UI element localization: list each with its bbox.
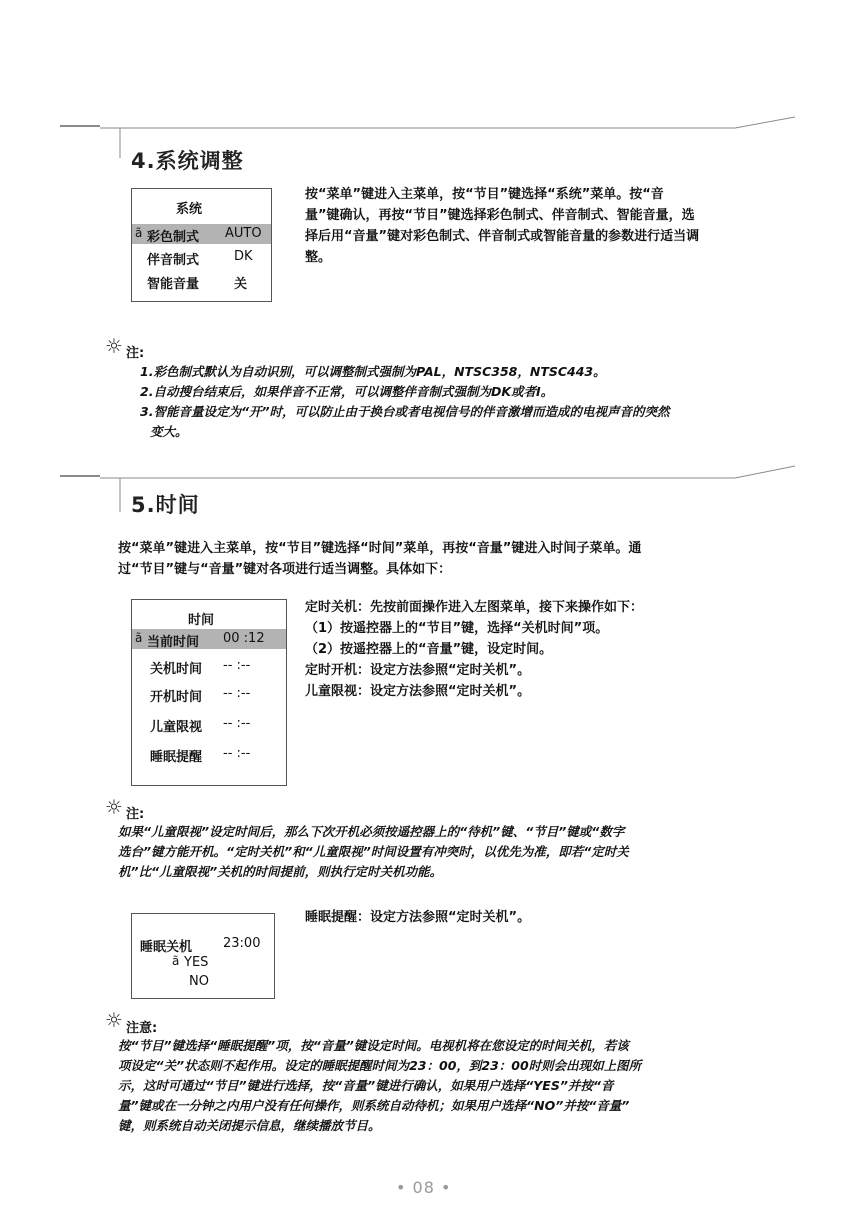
note-line: 量”键或在一分钟之内用户没有任何操作，则系统自动待机；如果用户选择“NO”并按“音量” bbox=[118, 1098, 630, 1113]
menu-row-label: 智能音量 bbox=[147, 277, 200, 292]
note-line: 机”比“儿童限视”关机的时间提前，则执行定时关机功能。 bbox=[118, 864, 443, 879]
menu-row-label: 开机时间 bbox=[150, 690, 203, 705]
note-line: 如果“儿童限视”设定时间后，那么下次开机必须按遥控器上的“待机”键、“节目”键或“数字 bbox=[118, 824, 625, 839]
cursor-icon: ã bbox=[172, 954, 180, 968]
menu-row-sleep-reminder bbox=[132, 744, 286, 764]
menu-row-label: 睡眠提醒 bbox=[150, 750, 203, 765]
cursor-icon: ã bbox=[135, 226, 143, 240]
menu-row-label: 关机时间 bbox=[150, 662, 203, 677]
desc-line: （2）按遥控器上的“音量”键，设定时间。 bbox=[305, 642, 553, 657]
note-line: 项设定“关”状态则不起作用。设定的睡眠提醒时间为23：00，到23：00时则会出现如上图所 bbox=[118, 1058, 642, 1073]
note-label: 注: bbox=[126, 346, 145, 361]
lightbulb-icon: ☼ bbox=[105, 334, 123, 358]
desc-line: （1）按遥控器上的“节目”键，选择“关机时间”项。 bbox=[305, 621, 609, 636]
note-line: 键，则系统自动关闭提示信息，继续播放节目。 bbox=[118, 1118, 381, 1133]
menu-row-value: -- :-- bbox=[223, 658, 251, 673]
desc-line: 量”键确认，再按“节目”键选择彩色制式、伴音制式、智能音量，选 bbox=[305, 208, 695, 223]
menu-row-value: -- :-- bbox=[223, 716, 251, 731]
note-line: 按“节目”键选择“睡眠提醒”项，按“音量”键设定时间。电视机将在您设定的时间关机，若该 bbox=[118, 1038, 629, 1053]
intro-line: 过“节目”键与“音量”键对各项进行适当调整。具体如下： bbox=[118, 562, 452, 577]
menu-row-label: 彩色制式 bbox=[147, 230, 200, 245]
note-label: 注意: bbox=[126, 1021, 158, 1036]
dialog-time: 23:00 bbox=[223, 936, 261, 951]
menu-row-value: -- :-- bbox=[223, 746, 251, 761]
section2-intro bbox=[118, 538, 798, 580]
menu-row-on-time bbox=[132, 684, 286, 704]
lightbulb-icon: ☼ bbox=[105, 795, 123, 819]
menu-row-label: 伴音制式 bbox=[147, 253, 200, 268]
menu-row-value: 00 :12 bbox=[223, 631, 265, 646]
menu-row-current-time bbox=[132, 629, 286, 649]
desc-line: 整。 bbox=[305, 250, 332, 265]
menu-title: 系统 bbox=[176, 202, 203, 217]
menu-row-value: 关 bbox=[234, 277, 248, 292]
menu-row-label: 当前时间 bbox=[147, 635, 200, 650]
section-heading: 5.时间 bbox=[131, 493, 200, 517]
time-menu bbox=[131, 599, 287, 786]
note-line: 2.自动搜台结束后，如果伴音不正常，可以调整伴音制式强制为DK或者I。 bbox=[140, 384, 554, 399]
note-line: 3.智能音量设定为“开”时，可以防止由于换台或者电视信号的伴音激增而造成的电视声音的突然 bbox=[140, 404, 670, 419]
menu-row-value: AUTO bbox=[225, 226, 262, 241]
note-line: 变大。 bbox=[150, 424, 188, 439]
menu-row-off-time bbox=[132, 656, 286, 676]
dot-icon: • bbox=[396, 1178, 407, 1197]
page-number bbox=[396, 1178, 451, 1197]
note-line: 1.彩色制式默认为自动识别，可以调整制式强制为PAL，NTSC358，NTSC443。 bbox=[140, 364, 606, 379]
cursor-icon: ã bbox=[135, 631, 143, 645]
system-menu bbox=[131, 188, 272, 302]
note-line: 示，这时可通过“节目”键进行选择，按“音量”键进行确认，如果用户选择“YES”并按“音 bbox=[118, 1078, 614, 1093]
no-option[interactable]: NO bbox=[189, 974, 209, 989]
menu-row-label: 儿童限视 bbox=[150, 720, 203, 735]
desc-line: 定时关机：先按前面操作进入左图菜单，接下来操作如下： bbox=[305, 600, 644, 615]
section2-description bbox=[305, 597, 785, 702]
section-heading: 4.系统调整 bbox=[131, 149, 244, 173]
intro-line: 按“菜单”键进入主菜单，按“节目”键选择“时间”菜单，再按“音量”键进入时间子菜单。通 bbox=[118, 541, 642, 556]
dialog-title: 睡眠关机 bbox=[140, 940, 193, 955]
page-number-text: 08 bbox=[412, 1178, 435, 1197]
desc-line: 择后用“音量”键对彩色制式、伴音制式或智能音量的参数进行适当调 bbox=[305, 229, 700, 244]
yes-option[interactable]: YES bbox=[184, 955, 209, 970]
desc-line: 按“菜单”键进入主菜单，按“节目”键选择“系统”菜单。按“音 bbox=[305, 187, 664, 202]
section1-description bbox=[305, 184, 795, 268]
menu-row-smart-volume bbox=[132, 271, 271, 291]
menu-row-value: DK bbox=[234, 249, 253, 264]
note-line: 选台”键方能开机。“定时关机”和“儿童限视”时间设置有冲突时，以优先为准，即若“定时关 bbox=[118, 844, 629, 859]
note-label: 注: bbox=[126, 807, 145, 822]
menu-row-color-system bbox=[132, 224, 271, 244]
lightbulb-icon: ☼ bbox=[105, 1008, 123, 1032]
dot-icon: • bbox=[440, 1178, 452, 1197]
desc-line: 儿童限视：设定方法参照“定时关机”。 bbox=[305, 684, 531, 699]
menu-row-sound-system bbox=[132, 247, 271, 267]
menu-row-value: -- :-- bbox=[223, 686, 251, 701]
menu-row-child-limit bbox=[132, 714, 286, 734]
menu-title: 时间 bbox=[188, 613, 215, 628]
desc-line: 定时开机：设定方法参照“定时关机”。 bbox=[305, 663, 531, 678]
sleep-description: 睡眠提醒：设定方法参照“定时关机”。 bbox=[305, 910, 531, 925]
sleep-shutdown-dialog bbox=[131, 913, 275, 999]
